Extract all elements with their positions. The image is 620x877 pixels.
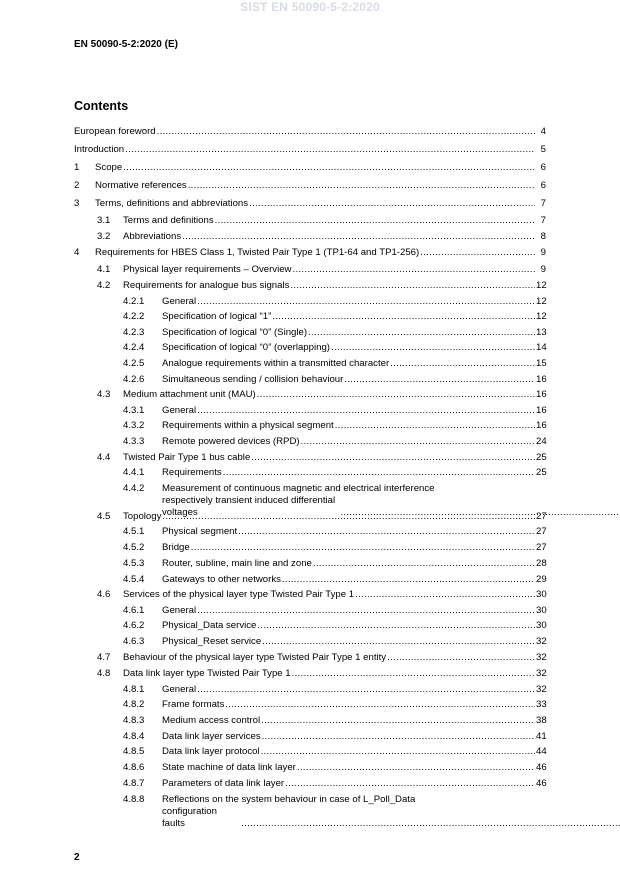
toc-leader-dots	[157, 126, 535, 138]
toc-leader-dots	[162, 511, 535, 523]
toc-leader-dots	[125, 144, 535, 156]
toc-entry-number: 4.8.2	[123, 699, 145, 710]
toc-entry-number: 3.1	[97, 215, 111, 226]
toc-leader-dots	[197, 405, 535, 417]
toc-entry-page: 24	[536, 436, 547, 447]
toc-entry-title: Topology	[123, 511, 162, 522]
toc-entry-number: 4.8.5	[123, 746, 145, 757]
toc-entry-number: 4.3.2	[123, 420, 145, 431]
toc-entry-page: 32	[536, 684, 547, 695]
document-reference: EN 50090-5-2:2020 (E)	[74, 39, 178, 50]
toc-entry-page: 44	[536, 746, 547, 757]
toc-leader-dots	[420, 247, 535, 259]
toc-entry-page: 9	[540, 247, 546, 258]
toc-entry-number: 4.8.1	[123, 684, 145, 695]
toc-leader-dots	[292, 668, 535, 680]
toc-entry-page: 30	[536, 589, 547, 600]
toc-leader-dots	[225, 699, 535, 711]
toc-entry-title: Requirements for analogue bus signals	[123, 280, 290, 291]
toc-entry-page: 32	[536, 668, 547, 679]
toc-entry-page: 30	[536, 605, 547, 616]
toc-entry-page: 12	[536, 296, 547, 307]
toc-entry-title: Specification of logical “0” (overlapping)	[162, 342, 330, 353]
toc-entry-number: 4.3.1	[123, 405, 145, 416]
toc-entry-number: 4.5.3	[123, 558, 145, 569]
toc-entry-number: 4.6.3	[123, 636, 145, 647]
toc-entry-title: Introduction	[74, 144, 125, 155]
toc-entry-number: 4.2.3	[123, 327, 145, 338]
toc-leader-dots	[313, 558, 535, 570]
toc-entry-page: 29	[536, 574, 547, 585]
toc-entry-title: Scope	[95, 162, 123, 173]
toc-leader-dots	[215, 215, 535, 227]
toc-entry-page: 32	[536, 636, 547, 647]
toc-entry-page: 25	[536, 467, 547, 478]
toc-entry-page: 6	[540, 162, 546, 173]
contents-heading: Contents	[74, 99, 129, 113]
toc-leader-dots	[251, 452, 535, 464]
toc-leader-dots	[262, 636, 535, 648]
toc-entry-title: State machine of data link layer	[162, 762, 296, 773]
toc-entry-number: 4.8.7	[123, 778, 145, 789]
watermark: SIST EN 50090-5-2:2020	[240, 0, 380, 14]
toc-entry-number: 1	[74, 162, 80, 173]
toc-entry-number: 4.5.1	[123, 526, 145, 537]
toc-entry-title: Data link layer type Twisted Pair Type 1	[123, 668, 291, 679]
toc-entry-page: 46	[536, 762, 547, 773]
toc-entry-title: Normative references	[95, 180, 187, 191]
toc-entry-page: 28	[536, 558, 547, 569]
toc-entry-title: Data link layer protocol	[162, 746, 260, 757]
toc-leader-dots	[308, 327, 535, 339]
toc-entry-title: Services of the physical layer type Twisted Pair Type 1	[123, 589, 355, 600]
toc-entry-page: 9	[540, 264, 546, 275]
toc-leader-dots	[335, 420, 535, 432]
toc-leader-dots	[182, 231, 535, 243]
toc-entry-title: Parameters of data link layer	[162, 778, 285, 789]
toc-entry-title: Remote powered devices (RPD)	[162, 436, 300, 447]
toc-entry-number: 4.8	[97, 668, 111, 679]
toc-entry-title: Simultaneous sending / collision behaviour	[162, 374, 344, 385]
toc-entry-title: Measurement of continuous magnetic and electrical interference	[162, 483, 435, 494]
toc-entry-page: 27	[536, 526, 547, 537]
toc-leader-dots	[387, 652, 535, 664]
toc-entry-number: 3.2	[97, 231, 111, 242]
toc-entry-number: 4.5.2	[123, 542, 145, 553]
toc-leader-dots	[197, 605, 535, 617]
toc-leader-dots	[290, 280, 535, 292]
toc-entry-page: 32	[536, 652, 547, 663]
toc-leader-dots	[188, 180, 535, 192]
toc-leader-dots	[285, 778, 535, 790]
toc-entry-page: 14	[536, 342, 547, 353]
toc-entry-number: 4.4.1	[123, 467, 145, 478]
toc-entry-title: Bridge	[162, 542, 190, 553]
toc-leader-dots	[261, 715, 535, 727]
toc-entry-page: 46	[536, 778, 547, 789]
toc-entry-page: 12	[536, 311, 547, 322]
toc-leader-dots	[197, 684, 535, 696]
toc-entry-number: 4.3	[97, 389, 111, 400]
toc-entry-number: 4.2.4	[123, 342, 145, 353]
toc-entry-number: 4.6.1	[123, 605, 145, 616]
toc-leader-dots	[390, 358, 535, 370]
toc-leader-dots	[238, 526, 535, 538]
toc-entry-title: Terms, definitions and abbreviations	[95, 198, 249, 209]
toc-entry-page: 6	[540, 180, 546, 191]
toc-leader-dots	[223, 467, 535, 479]
toc-leader-dots	[355, 589, 535, 601]
toc-entry-page: 16	[536, 374, 547, 385]
toc-entry-page: 27	[536, 511, 547, 522]
toc-leader-dots	[241, 818, 620, 830]
toc-entry-title-continued: respectively transient induced differential voltages	[162, 495, 336, 518]
toc-leader-dots	[344, 374, 535, 386]
toc-entry-title: Requirements within a physical segment	[162, 420, 334, 431]
toc-entry-page: 4	[540, 126, 546, 137]
toc-entry-number: 4.6.2	[123, 620, 145, 631]
toc-leader-dots	[297, 762, 535, 774]
toc-leader-dots	[282, 574, 535, 586]
toc-entry-title: Medium attachment unit (MAU)	[123, 389, 256, 400]
toc-leader-dots	[191, 542, 535, 554]
toc-entry-number: 4.8.8	[123, 794, 145, 805]
toc-entry-title: Specification of logical “0” (Single)	[162, 327, 308, 338]
toc-entry-title: Router, subline, main line and zone	[162, 558, 312, 569]
toc-entry-title: General	[162, 605, 197, 616]
toc-entry-page: 16	[536, 405, 547, 416]
toc-entry-page: 41	[536, 731, 547, 742]
toc-entry-title: European foreword	[74, 126, 156, 137]
toc-leader-dots	[257, 620, 535, 632]
toc-entry-title: Frame formats	[162, 699, 225, 710]
toc-entry-number: 4.2.1	[123, 296, 145, 307]
toc-entry-title: Gateways to other networks	[162, 574, 281, 585]
toc-entry-title: Behaviour of the physical layer type Twisted Pair Type 1 entity	[123, 652, 387, 663]
toc-leader-dots	[249, 198, 535, 210]
toc-entry-number: 4.5	[97, 511, 111, 522]
toc-leader-dots	[257, 389, 535, 401]
toc-entry-title: Specification of logical “1”	[162, 311, 272, 322]
toc-entry-title: Requirements for HBES Class 1, Twisted Pair Type 1 (TP1-64 and TP1-256)	[95, 247, 420, 258]
toc-entry-number: 4.7	[97, 652, 111, 663]
toc-leader-dots	[261, 746, 535, 758]
toc-entry-title: Twisted Pair Type 1 bus cable	[123, 452, 251, 463]
toc-entry-number: 4.6	[97, 589, 111, 600]
toc-entry-number: 3	[74, 198, 80, 209]
toc-entry-title: Terms and definitions	[123, 215, 214, 226]
toc-leader-dots	[197, 296, 535, 308]
toc-entry-title: General	[162, 405, 197, 416]
toc-entry-title: Requirements	[162, 467, 222, 478]
toc-entry-page: 25	[536, 452, 547, 463]
toc-entry-page: 38	[536, 715, 547, 726]
toc-entry-page: 16	[536, 420, 547, 431]
toc-entry-number: 4.1	[97, 264, 111, 275]
toc-entry-page: 33	[536, 699, 547, 710]
toc-leader-dots	[301, 436, 535, 448]
toc-entry-page: 30	[536, 620, 547, 631]
toc-entry-title: Physical segment	[162, 526, 238, 537]
toc-entry-number: 4	[74, 247, 80, 258]
toc-leader-dots	[123, 162, 535, 174]
page-number: 2	[74, 852, 80, 863]
toc-entry-number: 4.8.3	[123, 715, 145, 726]
toc-entry-title: Data link layer services	[162, 731, 261, 742]
toc-entry-page: 15	[536, 358, 547, 369]
toc-entry-page: 7	[540, 198, 546, 209]
toc-entry-title: Medium access control	[162, 715, 261, 726]
toc-leader-dots	[331, 342, 535, 354]
toc-entry-page: 13	[536, 327, 547, 338]
toc-leader-dots	[272, 311, 535, 323]
toc-entry-title: General	[162, 684, 197, 695]
toc-entry-number: 4.8.6	[123, 762, 145, 773]
toc-entry-number: 4.2.2	[123, 311, 145, 322]
toc-leader-dots	[293, 264, 536, 276]
toc-entry-page: 8	[540, 231, 546, 242]
toc-entry-number: 4.2	[97, 280, 111, 291]
toc-entry-title: Abbreviations	[123, 231, 182, 242]
toc-leader-dots	[262, 731, 535, 743]
toc-entry-number: 4.2.5	[123, 358, 145, 369]
toc-entry-title: General	[162, 296, 197, 307]
toc-entry-number: 4.4.2	[123, 483, 145, 494]
toc-entry-title: Analogue requirements within a transmitted character	[162, 358, 390, 369]
toc-entry-page: 16	[536, 389, 547, 400]
toc-entry-title: Physical_Reset service	[162, 636, 262, 647]
toc-entry-number: 2	[74, 180, 80, 191]
toc-entry-number: 4.8.4	[123, 731, 145, 742]
toc-entry-page: 5	[540, 144, 546, 155]
toc-entry-title: Physical_Data service	[162, 620, 257, 631]
toc-entry-number: 4.2.6	[123, 374, 145, 385]
toc-entry-page: 12	[536, 280, 547, 291]
toc-entry-number: 4.3.3	[123, 436, 145, 447]
toc-entry-number: 4.4	[97, 452, 111, 463]
toc-entry-title: Physical layer requirements – Overview	[123, 264, 292, 275]
toc-entry-title: Reflections on the system behaviour in case of L_Poll_Data	[162, 794, 416, 805]
toc-entry-title-continued: configuration faults	[162, 806, 217, 829]
toc-entry-page: 7	[540, 215, 546, 226]
toc-entry-page: 27	[536, 542, 547, 553]
toc-entry-number: 4.5.4	[123, 574, 145, 585]
